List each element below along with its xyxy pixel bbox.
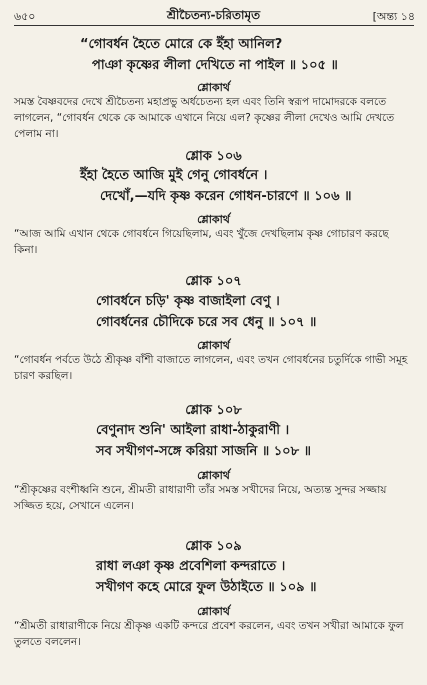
verse-109-heading: শ্লোক ১০৯ (185, 539, 242, 554)
verse-105-translation-label: শ্লোকার্থ (197, 81, 230, 94)
verse-107-translation: “গোবর্ধন পর্বতে উঠে শ্রীকৃষ্ণ বাঁশী বাজাতে লাগলেন, এবং তখন গোবর্ধনের চতুর্দিকে গাভী সমূহ চারণ করছিল। (14, 354, 408, 382)
verse-106-heading: শ্লোক ১০৬ (185, 149, 242, 164)
verse-109-line-2: সখীগণ কহে মোরে ফুল উঠাইতে ॥ ১০৯ ॥ (96, 580, 317, 595)
verse-106-translation-label: শ্লোকার্থ (197, 213, 230, 226)
running-title: শ্রীচৈতন্য-চরিতামৃত (166, 8, 261, 22)
section-marker: [অন্ত্য ১৪ (372, 10, 415, 23)
verse-106-line-2: দেখোঁ,—যদি কৃষ্ণ করেন গোধন-চারণে ॥ ১০৬ ॥ (100, 189, 352, 204)
verse-105-line-1: “গোবর্ধন হৈতে মোরে কে ইঁহা আনিল? (80, 37, 283, 52)
verse-109-translation-label: শ্লোকার্থ (197, 605, 230, 618)
header-rule (14, 25, 414, 26)
verse-108-translation-label: শ্লোকার্থ (197, 469, 230, 482)
verse-105-line-2: পাঞা কৃষ্ণের লীলা দেখিতে না পাইল ॥ ১০৫ ॥ (92, 58, 338, 73)
verse-108-line-2: সব সখীগণ-সঙ্গে করিয়া সাজনি ॥ ১০৮ ॥ (96, 444, 311, 459)
verse-109-translation: “শ্রীমতী রাধারাণীকে নিয়ে শ্রীকৃষ্ণ একটি কন্দরে প্রবেশ করলেন, এবং তখন সখীরা আমাকে ফুল তুলতে বললেন। (14, 620, 404, 648)
verse-107-line-1: গোবর্ধনে চড়ি' কৃষ্ণ বাজাইলা বেণু । (96, 294, 280, 309)
verse-106-translation: “আজ আমি এখান থেকে গোবর্ধনে গিয়েছিলাম, এবং খুঁজে দেখছিলাম কৃষ্ণ গোচারণ করছে কিনা। (14, 228, 389, 256)
verse-106-line-1: ইঁহা হৈতে আজি মুই গেনু গোবর্ধনে । (80, 168, 268, 183)
verse-105-translation: সমস্ত বৈষ্ণবদের দেখে শ্রীচৈতন্য মহাপ্রভু অর্ধচেতন্য হল এবং তিনি স্বরূপ দামোদরকে বলতে লাগলেন, “গোবর্ধন থেকে কে আমাকে এখানে নিয়ে এল? কৃষ্ণের লীলা দেখেও আমি দেখতে পেলাম না। (14, 96, 395, 140)
verse-107-translation-label: শ্লোকার্থ (197, 339, 230, 352)
page-header (0, 0, 427, 26)
verse-109-line-1: রাধা লঞা কৃষ্ণ প্রবেশিলা কন্দরাতে । (96, 559, 286, 574)
verse-108-heading: শ্লোক ১০৮ (185, 403, 242, 418)
verse-108-translation: “শ্রীকৃষ্ণের বংশীধ্বনি শুনে, শ্রীমতী রাধারাণী তাঁর সমস্ত সখীদের নিয়ে, অত্যন্ত সুন্দর সজ্জায় সজ্জিত হয়ে, সেখানে এলেন। (14, 484, 387, 512)
verse-108-line-1: বেণুনাদ শুনি' আইলা রাধা-ঠাকুরাণী । (96, 423, 290, 438)
page-number: ৬৫০ (14, 10, 36, 23)
verse-107-line-2: গোবর্ধনের চৌদিকে চরে সব ধেনু ॥ ১০৭ ॥ (96, 315, 317, 330)
verse-107-heading: শ্লোক ১০৭ (185, 274, 242, 289)
